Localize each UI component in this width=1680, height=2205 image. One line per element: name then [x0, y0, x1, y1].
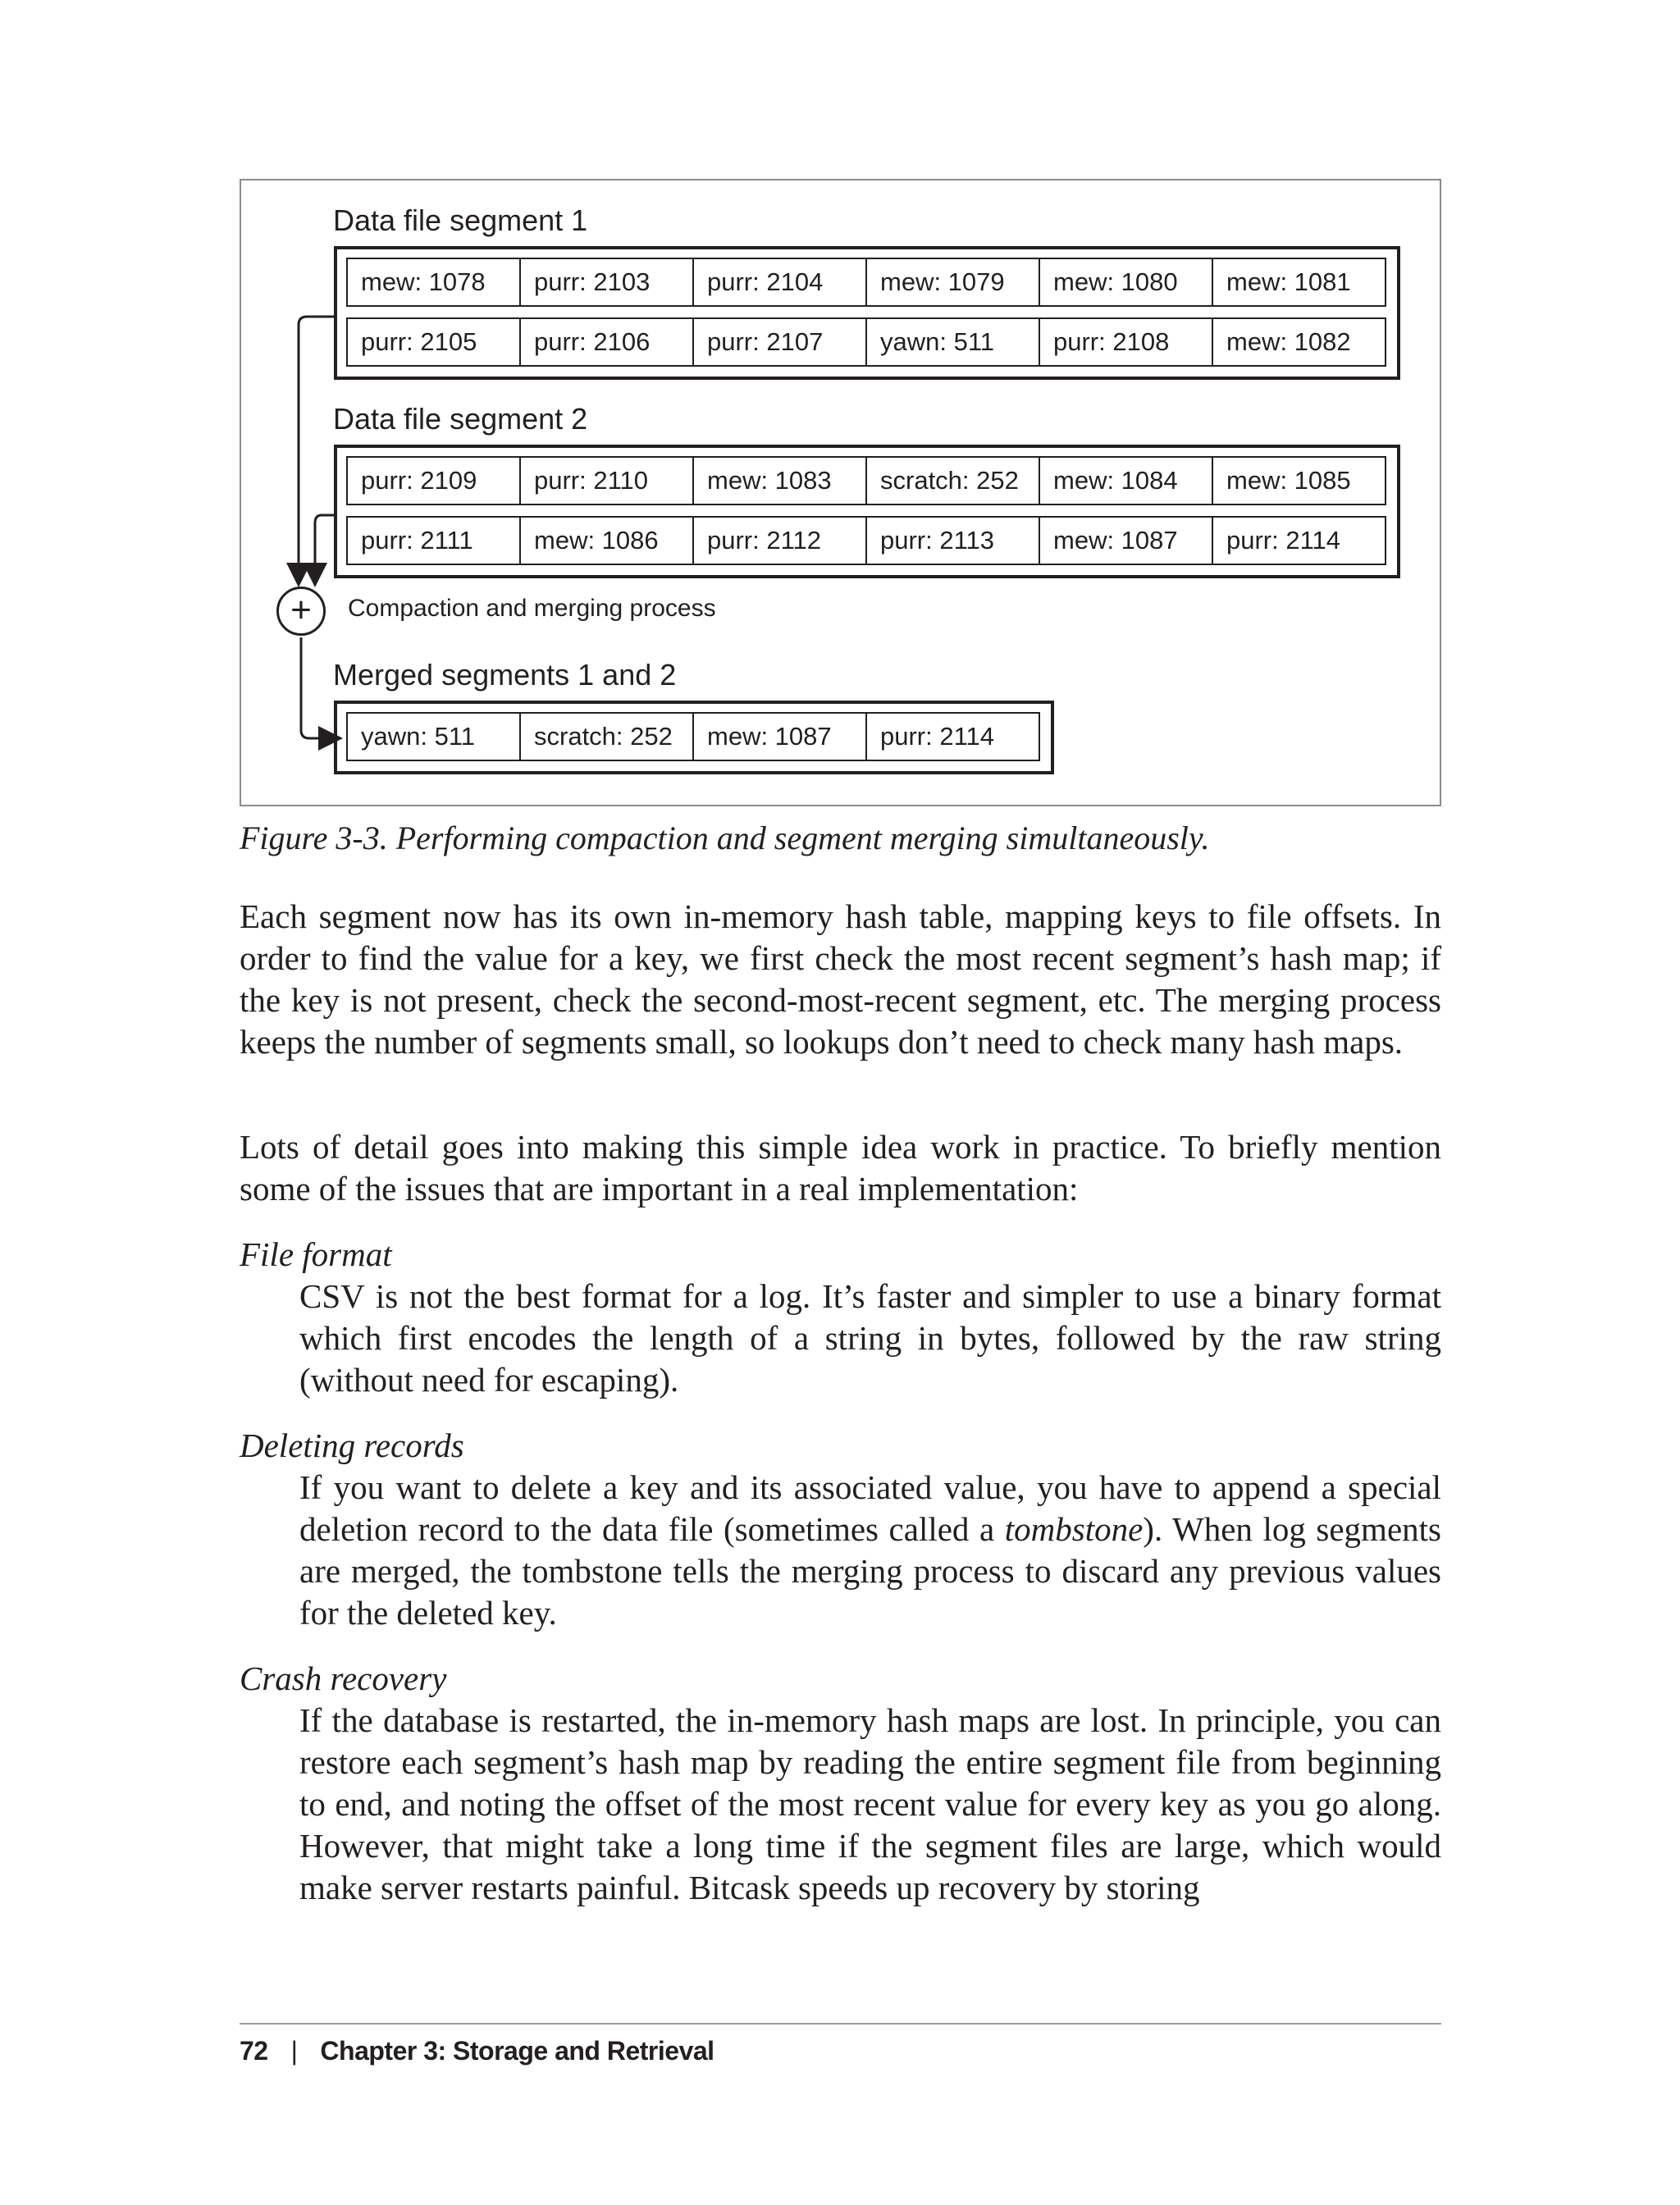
- segment-cell: mew: 1085: [1212, 456, 1386, 505]
- segment-cell: mew: 1087: [692, 712, 867, 761]
- segment-cell: purr: 2104: [692, 258, 867, 307]
- segment-cell: scratch: 252: [865, 456, 1040, 505]
- term-file-format: File format: [240, 1235, 392, 1273]
- segment-cell: purr: 2114: [865, 712, 1040, 761]
- segment-cell: mew: 1081: [1212, 258, 1386, 307]
- figure-caption: Figure 3-3. Performing compaction and segment merging simultaneously.: [240, 819, 1210, 856]
- process-label: Compaction and merging process: [348, 595, 716, 622]
- segment1-title: Data file segment 1: [333, 203, 588, 237]
- segment-cell: mew: 1087: [1039, 516, 1213, 565]
- merged-row: [346, 712, 1040, 761]
- segment1-row-1: [346, 258, 1386, 307]
- merged-title: Merged segments 1 and 2: [333, 658, 677, 692]
- figure-3-3: [240, 179, 1441, 806]
- definition-deleting-records: [299, 1467, 1441, 1634]
- segment-cell: purr: 2106: [519, 317, 694, 367]
- segment-cell: purr: 2114: [1212, 516, 1386, 565]
- segment-cell: purr: 2105: [346, 317, 521, 367]
- segment-cell: purr: 2109: [346, 456, 521, 505]
- paragraph-2: Lots of detail goes into making this simple idea work in practice. To briefly mention some of the issues that are important in a real implementation:: [240, 1128, 1441, 1208]
- footer-rule: [240, 2023, 1441, 2025]
- segment2-row-2: [346, 516, 1386, 565]
- paragraph-1: Each segment now has its own in-memory hash table, mapping keys to file offsets. In order to find the value for a key, we first check the most recent segment’s hash map; if the key is not present, check the second-most-recent segment, etc. The merging process keeps the number of segments small, so lookups don’t need to check many hash maps.: [240, 897, 1441, 1061]
- segment-cell: mew: 1082: [1212, 317, 1386, 367]
- segment-cell: mew: 1084: [1039, 456, 1213, 505]
- segment-cell: mew: 1079: [865, 258, 1040, 307]
- segment-cell: purr: 2107: [692, 317, 867, 367]
- term-crash-recovery: Crash recovery: [240, 1659, 447, 1697]
- segment1-box: [334, 246, 1400, 380]
- definition-file-format: CSV is not the best format for a log. It’s faster and simpler to use a binary format which first encodes the length of a string in bytes, followed by the raw string (without need for escaping).: [299, 1277, 1441, 1399]
- arrow-segment1: [299, 317, 336, 582]
- segment-cell: yawn: 511: [865, 317, 1040, 367]
- segment-cell: purr: 2108: [1039, 317, 1213, 367]
- tombstone-emphasis: tombstone: [1004, 1510, 1144, 1548]
- chapter-title: Chapter 3: Storage and Retrieval: [320, 2036, 714, 2066]
- definition-text: ). When log segments are merged, the tombstone tells the merging process to discard any previous values for the deleted key.: [299, 1510, 1441, 1632]
- segment-cell: purr: 2103: [519, 258, 694, 307]
- page-footer: [240, 2036, 714, 2066]
- merge-plus-icon: +: [276, 587, 326, 636]
- definition-text: If you want to delete a key and its associated value, you have to append a special deletion record to the data file (sometimes called a: [299, 1468, 1441, 1548]
- segment-cell: purr: 2110: [519, 456, 694, 505]
- segment2-box: [334, 445, 1400, 578]
- merged-box: [334, 701, 1054, 774]
- segment-cell: yawn: 511: [346, 712, 521, 761]
- definition-crash-recovery: If the database is restarted, the in-memory hash maps are lost. In principle, you can restore each segment’s hash map by reading the entire segment file from beginning to end, and noting the offset of the most recent value for every key as you go along. However, that might take a long time if the segment files are large, which would make server restarts painful. Bitcask speeds up recovery by storing: [299, 1701, 1441, 1906]
- segment-cell: scratch: 252: [519, 712, 694, 761]
- segment-cell: mew: 1080: [1039, 258, 1213, 307]
- segment-cell: mew: 1083: [692, 456, 867, 505]
- segment-cell: mew: 1078: [346, 258, 521, 307]
- footer-separator: |: [290, 2036, 298, 2066]
- segment-cell: purr: 2112: [692, 516, 867, 565]
- segment-cell: purr: 2113: [865, 516, 1040, 565]
- segment-cell: purr: 2111: [346, 516, 521, 565]
- segment-cell: mew: 1086: [519, 516, 694, 565]
- segment2-row-1: [346, 456, 1386, 505]
- segment2-title: Data file segment 2: [333, 402, 588, 436]
- segment1-row-2: [346, 317, 1386, 367]
- page-number: 72: [240, 2036, 268, 2066]
- term-deleting-records: Deleting records: [240, 1427, 464, 1464]
